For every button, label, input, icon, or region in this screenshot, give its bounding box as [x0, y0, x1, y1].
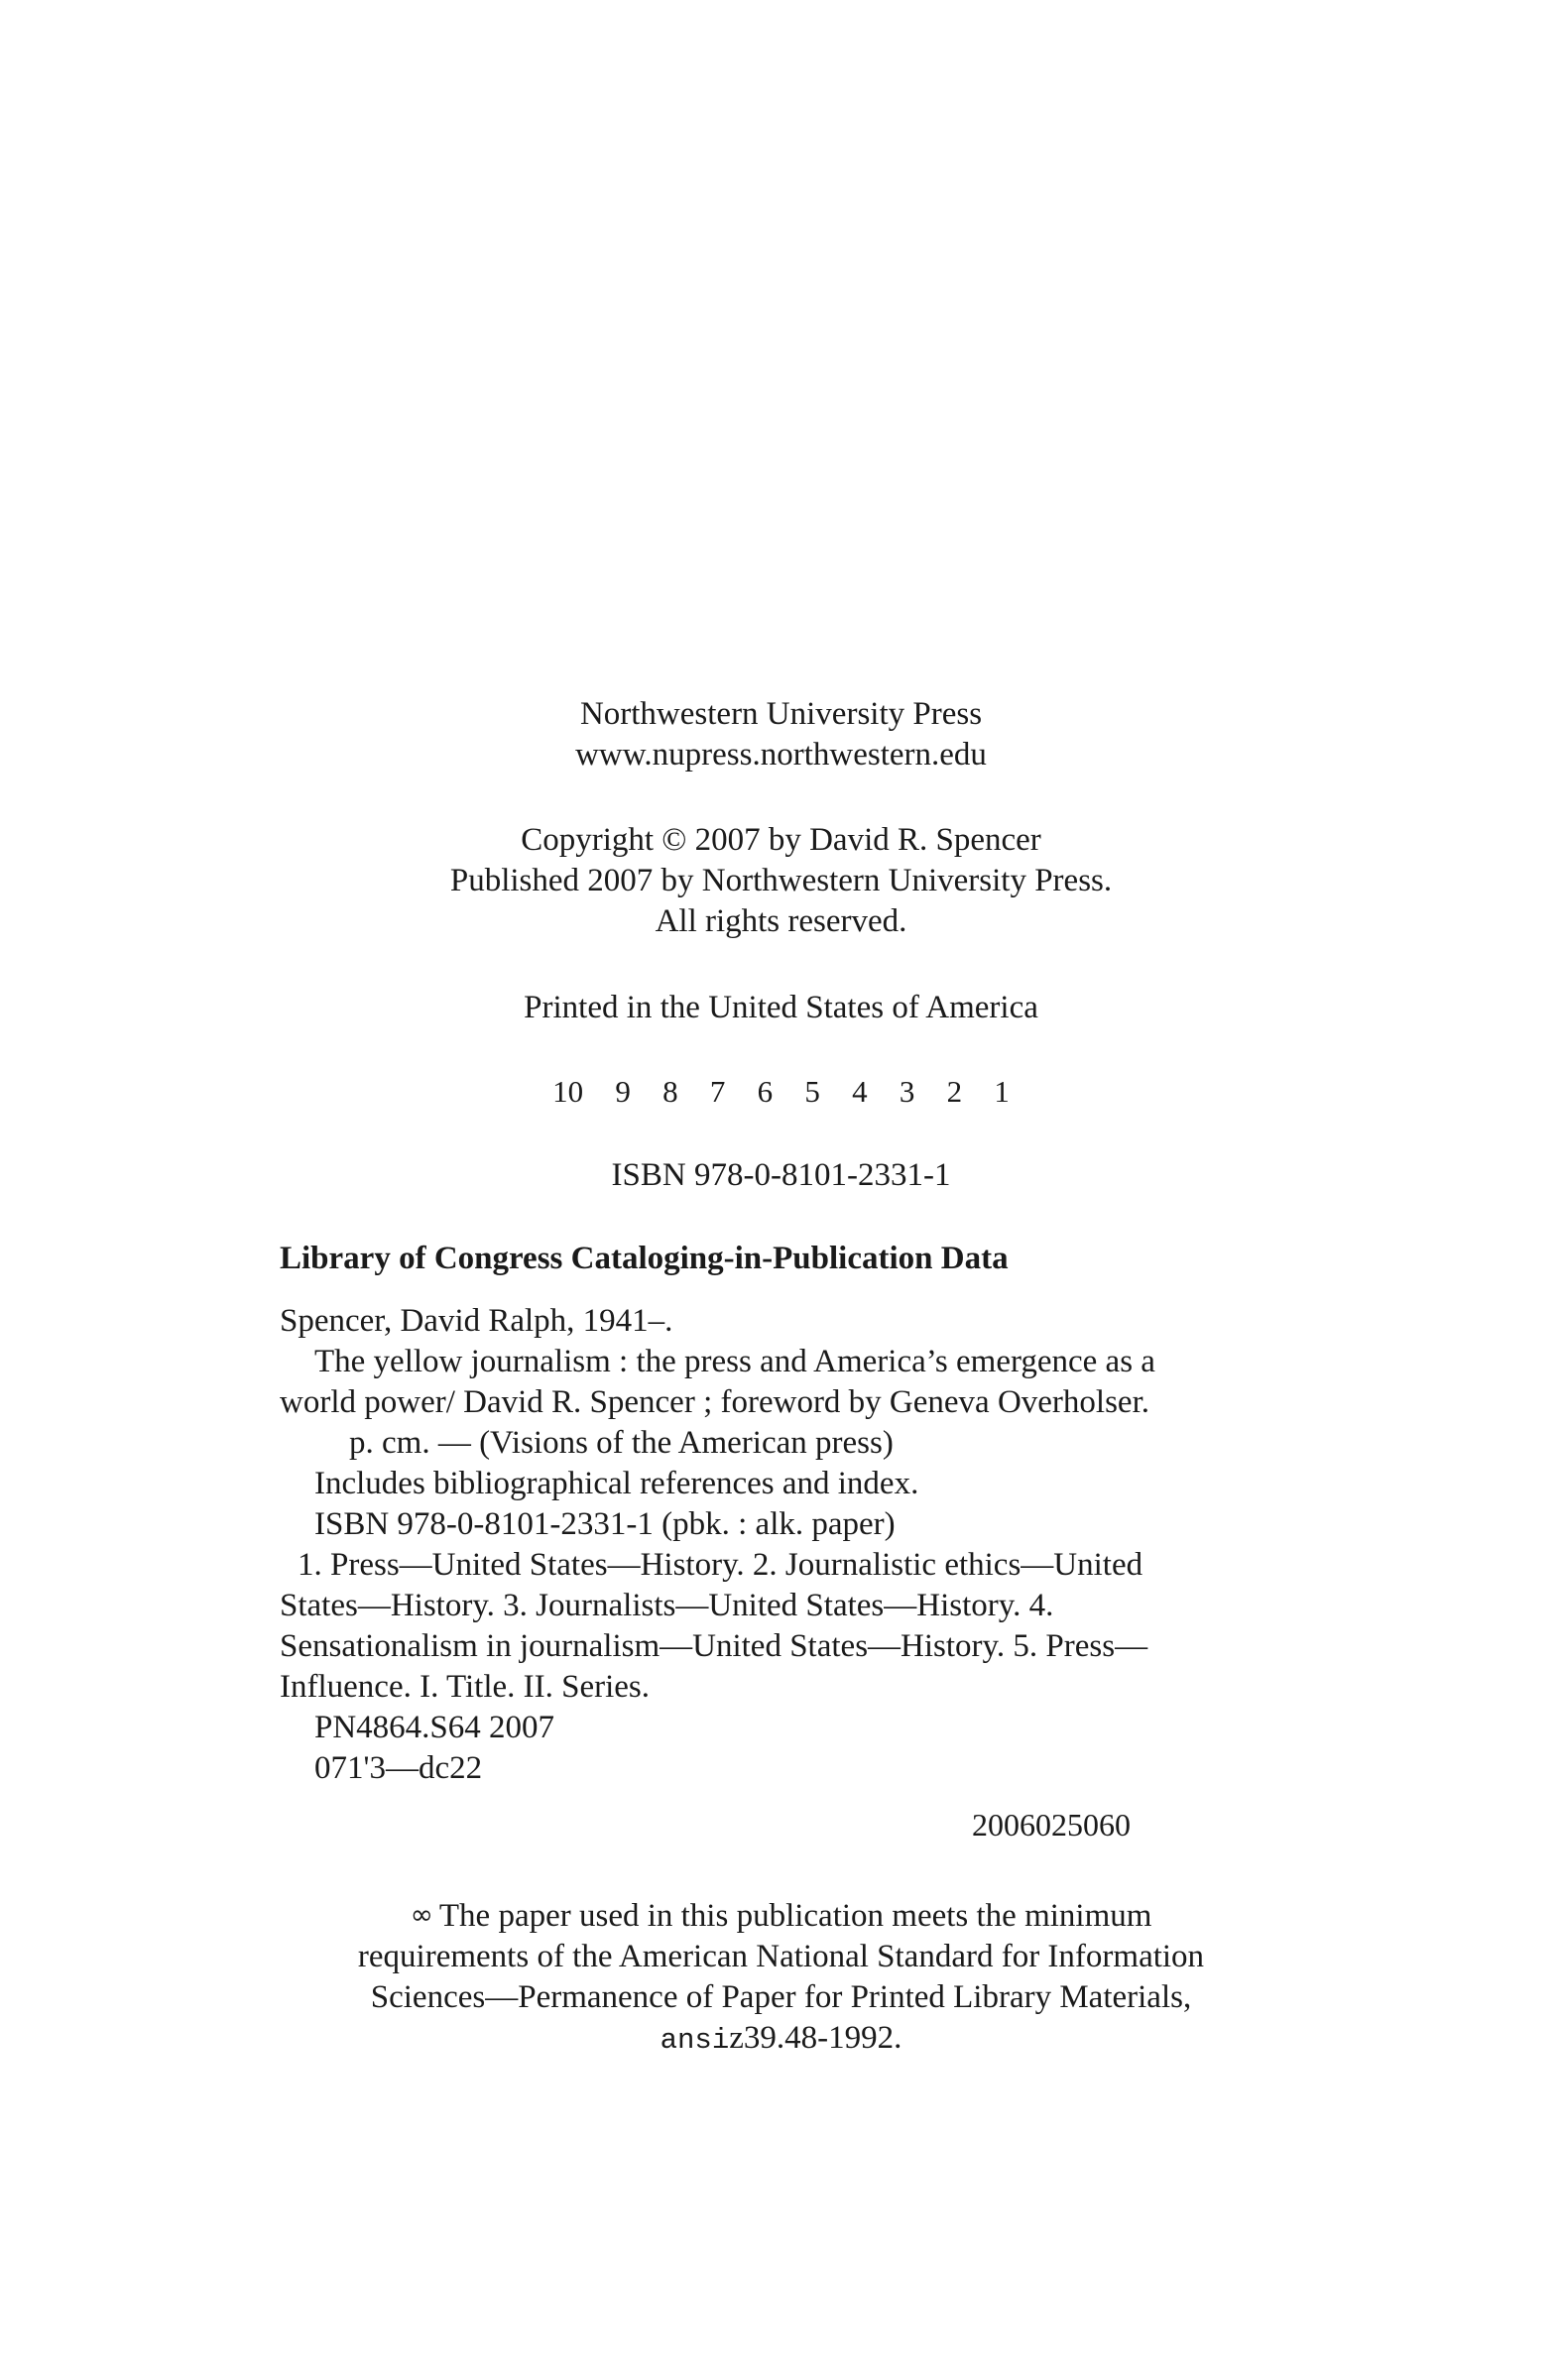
paper-note-line: Sciences—Permanence of Paper for Printed Library Materials,: [370, 1979, 1192, 2015]
paper-permanence-note: [0, 1894, 1562, 2061]
print-number: 3: [899, 1074, 915, 1109]
paper-note-line: The paper used in this publication meets the minimum: [438, 1898, 1152, 1934]
publisher-name: Northwestern University Press: [579, 696, 983, 732]
cip-title-cont: world power/ David R. Spencer ; foreword by Geneva Overholser.: [280, 1384, 1149, 1420]
cip-subjects-cont: States—History. 3. Journalists—United States—History. 4.: [280, 1588, 1054, 1623]
lccn: 2006025060: [972, 1807, 1131, 1843]
print-number: 6: [757, 1074, 774, 1109]
print-number: 10: [552, 1074, 584, 1109]
paper-note-line: requirements of the American National Standard for Information: [357, 1939, 1205, 1974]
copyright-line: Copyright © 2007 by David R. Spencer: [521, 822, 1041, 858]
print-number: 9: [615, 1074, 631, 1109]
ansi-standard-number: z39.48-1992.: [729, 2020, 902, 2056]
cip-note: Includes bibliographical references and index.: [314, 1466, 919, 1501]
cip-subjects-cont: Sensationalism in journalism—United States—History. 5. Press—: [280, 1628, 1148, 1664]
cip-isbn: ISBN 978-0-8101-2331-1 (pbk. : alk. paper): [314, 1506, 896, 1542]
printed-in-line: Printed in the United States of America: [524, 990, 1038, 1025]
publisher-website: www.nupress.northwestern.edu: [575, 737, 987, 773]
cip-record: [280, 1301, 1291, 1789]
print-number: 2: [946, 1074, 963, 1109]
published-line: Published 2007 by Northwestern University Press.: [449, 863, 1113, 898]
rights-line: All rights reserved.: [655, 903, 907, 939]
infinity-icon: ∞: [410, 1898, 433, 1931]
cip-title: The yellow journalism : the press and America’s emergence as a: [314, 1344, 1155, 1379]
ansi-label: ansi: [660, 2024, 730, 2057]
cip-lc-class: PN4864.S64 2007: [314, 1710, 555, 1745]
print-number: 1: [994, 1074, 1010, 1109]
cip-heading: Library of Congress Cataloging-in-Publication Data: [280, 1241, 1009, 1276]
cip-subjects-cont: Influence. I. Title. II. Series.: [280, 1669, 651, 1705]
cip-subjects: 1. Press—United States—History. 2. Journalistic ethics—United: [298, 1547, 1143, 1583]
print-number: 7: [709, 1074, 726, 1109]
print-number: 5: [804, 1074, 820, 1109]
print-number: 8: [662, 1074, 678, 1109]
printing-numbers: [0, 1071, 1562, 1113]
publisher-block: [0, 694, 1562, 775]
cip-dewey-class: 071'3—dc22: [314, 1750, 483, 1786]
cip-author: Spencer, David Ralph, 1941–.: [280, 1303, 673, 1339]
isbn-line: ISBN 978-0-8101-2331-1: [611, 1157, 951, 1193]
cip-collation: p. cm. — (Visions of the American press): [349, 1425, 894, 1461]
copyright-block: [0, 820, 1562, 942]
print-number: 4: [852, 1074, 868, 1109]
